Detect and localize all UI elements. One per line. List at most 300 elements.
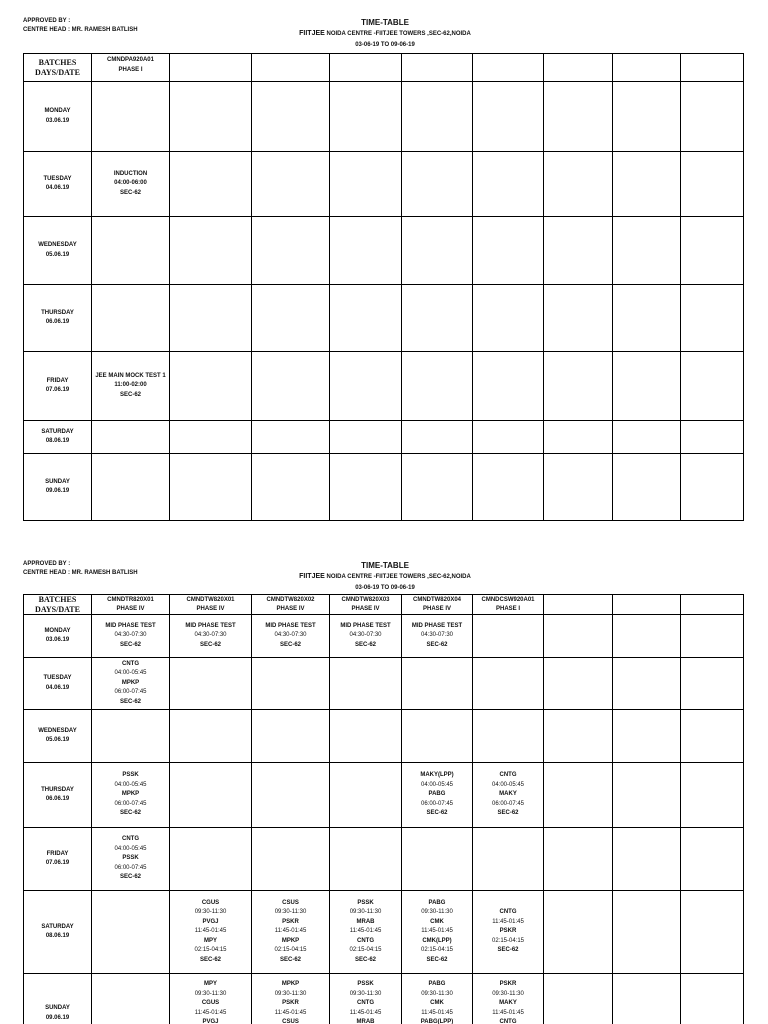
- schedule-entry: 09:30-11:30: [492, 990, 524, 997]
- schedule-entry: 04:30-07:30: [420, 632, 454, 639]
- schedule-entry: 09:30-11:30: [421, 909, 453, 916]
- batches-days-header: [24, 595, 92, 615]
- empty-cell: [330, 82, 402, 152]
- empty-cell: [544, 710, 613, 763]
- day-date: 05.06.19: [45, 737, 70, 743]
- schedule-entry: SEC-62: [199, 641, 221, 648]
- schedule-entry: PSKR: [499, 928, 517, 935]
- schedule-entry: CGUS: [201, 899, 220, 906]
- timetable-sheet-2: [0, 556, 768, 1024]
- schedule-entry: 02:15-04:15: [349, 947, 382, 954]
- empty-cell: [681, 891, 744, 974]
- empty-cell: [170, 152, 252, 217]
- day-date: 03.06.19: [45, 117, 70, 124]
- schedule-cell: [402, 615, 473, 658]
- schedule-entry: 09:30-11:30: [194, 990, 227, 997]
- schedule-entry: 02:15-04:15: [491, 937, 525, 944]
- schedule-cell: [330, 763, 402, 828]
- schedule-cell: [473, 658, 544, 710]
- day-row: [24, 421, 744, 454]
- day-row: [24, 82, 744, 152]
- centre-head-label: CENTRE HEAD : MR. RAMESH BATLISH: [23, 570, 138, 576]
- empty-cell: [613, 82, 681, 152]
- batches-label: BATCHES: [38, 58, 77, 67]
- schedule-cell: [402, 891, 473, 974]
- schedule-cell: [170, 828, 252, 891]
- schedule-cell: [473, 615, 544, 658]
- schedule-entry: 06:00-07:45: [491, 800, 525, 807]
- empty-cell: [473, 352, 544, 421]
- empty-cell: [613, 352, 681, 421]
- schedule-cell: [402, 828, 473, 891]
- schedule-entry: 09:30-11:30: [194, 909, 227, 916]
- empty-cell: [170, 82, 252, 152]
- schedule-entry: 11:00-02:00: [114, 382, 147, 389]
- empty-cell: [681, 217, 744, 285]
- empty-header-cell: [613, 595, 681, 615]
- approved-by-label: APPROVED BY :: [23, 18, 71, 24]
- batches-days-header: [24, 54, 92, 82]
- empty-cell: [681, 82, 744, 152]
- schedule-cell: [252, 891, 330, 974]
- schedule-entry: CSUS: [282, 1019, 299, 1024]
- schedule-entry: 04:30-07:30: [194, 632, 227, 639]
- empty-cell: [613, 658, 681, 710]
- schedule-entry: 11:45-01:45: [274, 1009, 307, 1016]
- schedule-entry: SEC-62: [497, 947, 519, 954]
- schedule-entry: SEC-62: [497, 810, 519, 817]
- schedule-entry: PABG: [428, 981, 446, 987]
- schedule-entry: 04:00-06:00: [114, 180, 147, 187]
- empty-header-cell: [252, 54, 330, 82]
- empty-header-cell: [681, 595, 744, 615]
- empty-cell: [252, 82, 330, 152]
- timetable-grid: [23, 594, 744, 1024]
- schedule-entry: PSSK: [122, 855, 139, 862]
- empty-header-cell: [170, 54, 252, 82]
- schedule-cell: [170, 974, 252, 1024]
- batch-code: CMNDCSW920A01: [481, 597, 535, 603]
- empty-cell: [613, 217, 681, 285]
- empty-cell: [170, 454, 252, 521]
- batch-code: CMNDTW820X04: [412, 597, 461, 603]
- schedule-entry: CNTG: [499, 1019, 517, 1024]
- schedule-cell: [92, 454, 170, 521]
- schedule-entry: PABG: [428, 899, 446, 906]
- schedule-entry: 11:45-01:45: [421, 928, 453, 935]
- institute-name: FIITJEE: [299, 30, 325, 37]
- schedule-cell: [473, 974, 544, 1024]
- schedule-entry: 06:00-07:45: [114, 800, 147, 807]
- day-name: TUESDAY: [43, 175, 72, 182]
- schedule-entry: MRAB: [356, 1019, 375, 1024]
- schedule-entry: JEE MAIN MOCK TEST 1: [95, 372, 166, 379]
- institute-name: FIITJEE: [299, 573, 325, 580]
- empty-cell: [613, 454, 681, 521]
- empty-cell: [544, 828, 613, 891]
- empty-cell: [613, 974, 681, 1024]
- schedule-cell: [92, 891, 170, 974]
- day-date-cell: [24, 828, 92, 891]
- empty-cell: [473, 454, 544, 521]
- schedule-entry: 06:00-07:45: [114, 864, 147, 871]
- schedule-cell: [473, 710, 544, 763]
- empty-cell: [402, 352, 473, 421]
- empty-cell: [613, 828, 681, 891]
- empty-cell: [544, 891, 613, 974]
- empty-header-cell: [613, 54, 681, 82]
- schedule-entry: 11:45-01:45: [274, 928, 307, 935]
- empty-cell: [544, 454, 613, 521]
- schedule-entry: SEC-62: [119, 641, 141, 648]
- empty-cell: [252, 285, 330, 352]
- sheet-title: TIME-TABLE: [361, 561, 409, 570]
- day-date-cell: [24, 352, 92, 421]
- empty-cell: [544, 217, 613, 285]
- schedule-entry: PVGJ: [202, 918, 219, 925]
- schedule-entry: MAKY: [499, 1000, 517, 1006]
- schedule-entry: 11:45-01:45: [421, 1009, 453, 1016]
- day-name: THURSDAY: [41, 309, 74, 316]
- sheet-header: [0, 17, 768, 51]
- day-name: SATURDAY: [41, 428, 74, 435]
- batch-code: CMNDTW820X03: [341, 597, 390, 603]
- day-name: TUESDAY: [43, 675, 72, 681]
- day-date-cell: [24, 658, 92, 710]
- schedule-entry: 11:45-01:45: [492, 1009, 524, 1016]
- timetable-body: [24, 615, 744, 1024]
- schedule-entry: 04:00-05:45: [420, 781, 454, 788]
- empty-cell: [170, 285, 252, 352]
- schedule-entry: INDUCTION: [113, 170, 148, 177]
- schedule-entry: PSKR: [499, 981, 517, 987]
- day-row: [24, 710, 744, 763]
- empty-header-cell: [402, 54, 473, 82]
- schedule-entry: MID PHASE TEST: [411, 622, 463, 629]
- date-range: 03-06-19 TO 09-06-19: [355, 585, 415, 591]
- schedule-cell: [330, 974, 402, 1024]
- day-date-cell: [24, 217, 92, 285]
- day-name: SUNDAY: [45, 1005, 70, 1011]
- schedule-cell: [473, 891, 544, 974]
- empty-cell: [613, 891, 681, 974]
- timetable-grid: [23, 53, 744, 521]
- empty-cell: [613, 152, 681, 217]
- schedule-entry: 02:15-04:15: [274, 947, 307, 954]
- schedule-entry: CMK(LPP): [422, 937, 452, 944]
- schedule-cell: [402, 763, 473, 828]
- empty-cell: [681, 285, 744, 352]
- day-date: 09.06.19: [45, 1014, 70, 1021]
- empty-header-cell: [544, 54, 613, 82]
- day-date-cell: [24, 974, 92, 1024]
- date-range: 03-06-19 TO 09-06-19: [355, 42, 415, 48]
- schedule-entry: MAKY: [499, 791, 517, 798]
- schedule-entry: MID PHASE TEST: [105, 622, 156, 629]
- schedule-entry: PSSK: [122, 772, 139, 779]
- day-name: MONDAY: [44, 627, 71, 634]
- schedule-entry: SEC-62: [279, 641, 301, 648]
- empty-cell: [170, 217, 252, 285]
- schedule-entry: CNTG: [499, 909, 517, 916]
- batch-phase: PHASE IV: [116, 605, 145, 612]
- schedule-cell: [92, 217, 170, 285]
- schedule-cell: [402, 974, 473, 1024]
- batch-code: CMNDTW820X02: [266, 597, 315, 603]
- day-row: [24, 828, 744, 891]
- schedule-entry: 11:45-01:45: [194, 1009, 227, 1016]
- schedule-entry: CGUS: [201, 1000, 220, 1006]
- empty-cell: [170, 421, 252, 454]
- schedule-entry: CSUS: [282, 899, 299, 906]
- empty-cell: [402, 217, 473, 285]
- batch-header: [170, 595, 252, 615]
- days-date-label: DAYS/DATE: [35, 604, 80, 614]
- schedule-cell: [92, 763, 170, 828]
- batch-phase: PHASE I: [495, 605, 520, 612]
- empty-cell: [473, 152, 544, 217]
- batch-header: [92, 595, 170, 615]
- schedule-entry: PSKR: [282, 1000, 299, 1006]
- empty-cell: [681, 658, 744, 710]
- schedule-entry: 04:30-07:30: [114, 632, 147, 639]
- schedule-entry: 09:30-11:30: [349, 909, 382, 916]
- schedule-entry: SEC-62: [119, 189, 141, 196]
- schedule-cell: [252, 828, 330, 891]
- schedule-entry: PSSK: [357, 899, 374, 906]
- schedule-entry: SEC-62: [354, 641, 376, 648]
- empty-cell: [473, 217, 544, 285]
- schedule-entry: MPKP: [121, 679, 140, 686]
- days-date-label: DAYS/DATE: [35, 67, 80, 77]
- schedule-entry: 02:15-04:15: [420, 947, 454, 954]
- day-date-cell: [24, 615, 92, 658]
- schedule-entry: SEC-62: [279, 956, 301, 963]
- schedule-cell: [92, 710, 170, 763]
- empty-cell: [613, 763, 681, 828]
- schedule-entry: 11:45-01:45: [492, 918, 524, 925]
- empty-cell: [252, 152, 330, 217]
- schedule-entry: 06:00-07:45: [114, 689, 147, 696]
- header-row: [24, 595, 744, 615]
- schedule-entry: 04:30-07:30: [349, 632, 382, 639]
- schedule-cell: [473, 763, 544, 828]
- batch-phase: PHASE IV: [351, 605, 380, 612]
- empty-cell: [544, 763, 613, 828]
- empty-cell: [681, 710, 744, 763]
- schedule-entry: SEC-62: [426, 810, 448, 817]
- schedule-cell: [92, 352, 170, 421]
- day-row: [24, 763, 744, 828]
- schedule-entry: SEC-62: [119, 698, 141, 705]
- day-date: 06.06.19: [45, 319, 70, 325]
- day-date: 08.06.19: [45, 933, 70, 939]
- schedule-entry: SEC-62: [426, 956, 448, 963]
- header-row: [24, 54, 744, 82]
- sheet-header: [0, 560, 768, 594]
- day-row: [24, 454, 744, 521]
- batch-phase: PHASE I: [118, 66, 143, 73]
- day-date: 04.06.19: [45, 185, 70, 191]
- schedule-cell: [170, 615, 252, 658]
- schedule-cell: [473, 828, 544, 891]
- schedule-entry: PSKR: [282, 918, 299, 925]
- address-text: NOIDA CENTRE -FIITJEE TOWERS ,SEC-62,NOIDA: [326, 574, 471, 580]
- empty-cell: [330, 152, 402, 217]
- empty-cell: [681, 454, 744, 521]
- empty-cell: [613, 710, 681, 763]
- schedule-entry: PSSK: [357, 981, 374, 987]
- schedule-entry: CNTG: [357, 1000, 374, 1006]
- day-name: SUNDAY: [45, 478, 70, 485]
- day-date: 04.06.19: [45, 684, 70, 691]
- empty-cell: [681, 974, 744, 1024]
- schedule-cell: [92, 828, 170, 891]
- empty-cell: [402, 152, 473, 217]
- empty-cell: [170, 352, 252, 421]
- schedule-cell: [170, 710, 252, 763]
- day-date: 05.06.19: [45, 251, 70, 258]
- empty-cell: [252, 421, 330, 454]
- empty-cell: [252, 217, 330, 285]
- day-name: THURSDAY: [41, 786, 74, 793]
- schedule-entry: MPKP: [281, 937, 300, 944]
- timetable-body: [24, 82, 744, 521]
- schedule-cell: [170, 891, 252, 974]
- empty-cell: [681, 615, 744, 658]
- schedule-cell: [252, 974, 330, 1024]
- empty-cell: [544, 152, 613, 217]
- schedule-entry: 09:30-11:30: [349, 990, 382, 997]
- schedule-entry: MPKP: [281, 981, 300, 987]
- day-row: [24, 217, 744, 285]
- schedule-entry: 09:30-11:30: [274, 909, 307, 916]
- empty-cell: [402, 454, 473, 521]
- schedule-cell: [170, 763, 252, 828]
- day-row: [24, 285, 744, 352]
- day-date-cell: [24, 454, 92, 521]
- schedule-entry: MPY: [203, 937, 217, 944]
- batch-header: [92, 54, 170, 82]
- institute-address: [0, 28, 768, 40]
- batch-header: [330, 595, 402, 615]
- empty-cell: [613, 615, 681, 658]
- schedule-entry: MPKP: [121, 791, 140, 798]
- day-date-cell: [24, 763, 92, 828]
- day-date: 08.06.19: [45, 438, 70, 444]
- empty-cell: [544, 658, 613, 710]
- schedule-entry: 09:30-11:30: [274, 990, 307, 997]
- empty-cell: [681, 152, 744, 217]
- empty-cell: [544, 352, 613, 421]
- day-date: 07.06.19: [45, 860, 70, 866]
- empty-header-cell: [473, 54, 544, 82]
- schedule-cell: [330, 710, 402, 763]
- schedule-entry: MID PHASE TEST: [265, 622, 316, 629]
- day-name: WEDNESDAY: [38, 242, 77, 248]
- schedule-entry: MAKY(LPP): [420, 772, 454, 779]
- batch-phase: PHASE IV: [276, 605, 305, 612]
- empty-cell: [681, 828, 744, 891]
- day-row: [24, 352, 744, 421]
- empty-cell: [473, 82, 544, 152]
- day-row: [24, 974, 744, 1024]
- empty-cell: [681, 421, 744, 454]
- schedule-cell: [402, 710, 473, 763]
- schedule-entry: 04:00-05:45: [114, 670, 147, 677]
- schedule-entry: 09:30-11:30: [421, 990, 453, 997]
- batch-header: [252, 595, 330, 615]
- empty-cell: [402, 421, 473, 454]
- schedule-cell: [92, 421, 170, 454]
- schedule-cell: [330, 828, 402, 891]
- schedule-entry: SEC-62: [354, 956, 376, 963]
- empty-cell: [252, 352, 330, 421]
- institute-address: [0, 571, 768, 583]
- batch-code: CMNDTR820X01: [107, 597, 154, 603]
- schedule-cell: [252, 615, 330, 658]
- schedule-cell: [92, 974, 170, 1024]
- day-name: FRIDAY: [46, 377, 69, 384]
- schedule-cell: [330, 891, 402, 974]
- day-date-cell: [24, 152, 92, 217]
- day-date: 07.06.19: [45, 387, 70, 393]
- empty-cell: [473, 421, 544, 454]
- schedule-entry: MRAB: [356, 918, 375, 925]
- schedule-entry: PVGJ: [202, 1019, 219, 1024]
- empty-cell: [544, 421, 613, 454]
- day-date-cell: [24, 421, 92, 454]
- schedule-entry: MID PHASE TEST: [340, 622, 391, 629]
- schedule-entry: 04:30-07:30: [274, 632, 307, 639]
- day-row: [24, 152, 744, 217]
- schedule-entry: 04:00-05:45: [491, 781, 525, 788]
- schedule-entry: SEC-62: [119, 391, 141, 398]
- address-text: NOIDA CENTRE -FIITJEE TOWERS ,SEC-62,NOIDA: [326, 31, 471, 37]
- empty-cell: [681, 763, 744, 828]
- empty-cell: [544, 615, 613, 658]
- day-date: 06.06.19: [45, 796, 70, 802]
- schedule-entry: SEC-62: [199, 956, 221, 963]
- schedule-entry: 02:15-04:15: [194, 947, 227, 954]
- schedule-entry: SEC-62: [426, 641, 448, 648]
- schedule-cell: [92, 285, 170, 352]
- schedule-entry: CNTG: [122, 836, 139, 843]
- schedule-entry: SEC-62: [119, 810, 141, 817]
- empty-cell: [473, 285, 544, 352]
- batch-code: CMNDPA920A01: [107, 57, 154, 63]
- empty-cell: [330, 421, 402, 454]
- day-name: FRIDAY: [46, 850, 69, 857]
- batch-phase: PHASE IV: [196, 605, 225, 612]
- day-name: WEDNESDAY: [38, 727, 77, 734]
- schedule-entry: PABG(LPP): [420, 1019, 454, 1024]
- schedule-entry: MID PHASE TEST: [185, 622, 236, 629]
- schedule-cell: [252, 658, 330, 710]
- sheet-title: TIME-TABLE: [361, 18, 409, 27]
- empty-cell: [544, 82, 613, 152]
- day-row: [24, 891, 744, 974]
- empty-cell: [330, 217, 402, 285]
- schedule-entry: 04:00-05:45: [114, 845, 147, 852]
- empty-cell: [544, 974, 613, 1024]
- schedule-entry: CNTG: [499, 772, 517, 779]
- empty-cell: [613, 285, 681, 352]
- day-date-cell: [24, 891, 92, 974]
- schedule-entry: 11:45-01:45: [349, 928, 382, 935]
- batch-code: CMNDTW820X01: [186, 597, 235, 603]
- empty-cell: [544, 285, 613, 352]
